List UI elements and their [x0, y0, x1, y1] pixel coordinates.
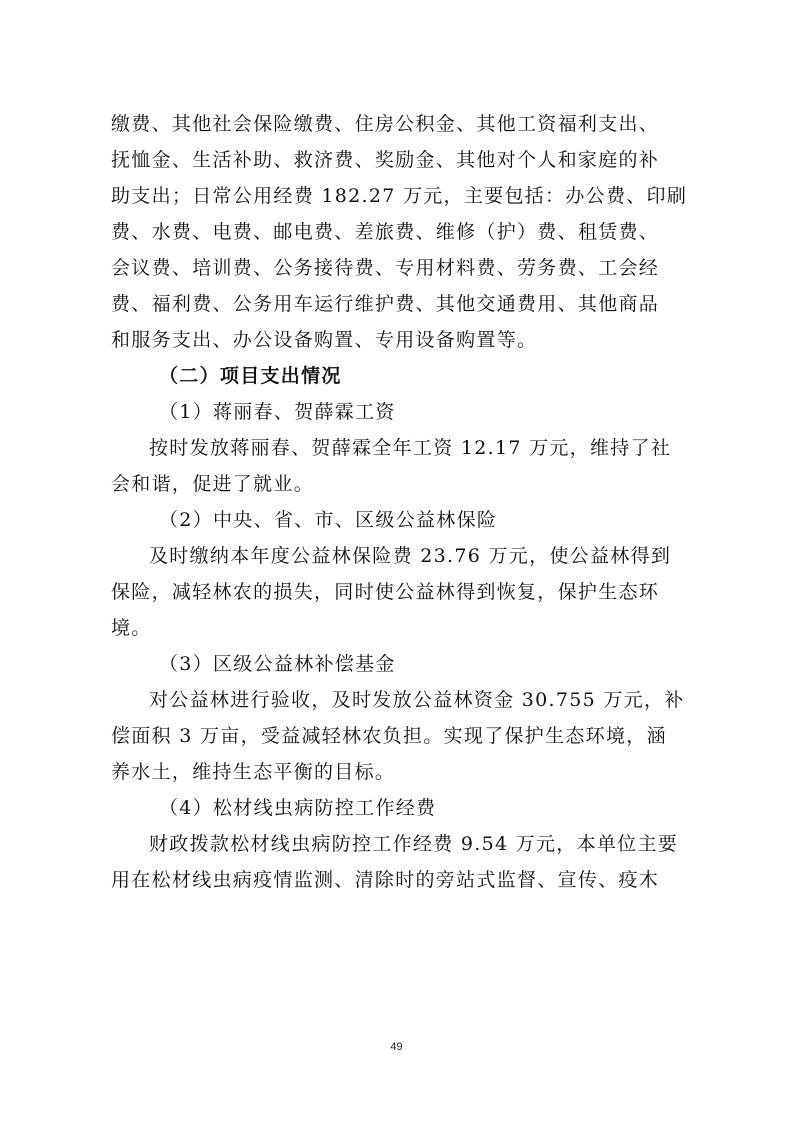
item-body-line: 境。 [111, 617, 152, 639]
section-heading: （二）项目支出情况 [159, 365, 342, 387]
text-line: 缴费、其他社会保险缴费、住房公积金、其他工资福利支出、 [111, 113, 660, 135]
text-line: 助支出；日常公用经费 182.27 万元，主要包括：办公费、印刷 [111, 185, 688, 207]
item-body-line: 及时缴纳本年度公益林保险费 23.76 万元，使公益林得到 [149, 545, 672, 567]
text-line: 抚恤金、生活补助、救济费、奖励金、其他对个人和家庭的补 [111, 149, 660, 171]
item-title: （3）区级公益林补偿基金 [159, 653, 396, 675]
text-line: 和服务支出、办公设备购置、专用设备购置等。 [111, 329, 538, 351]
text-line: 费、水费、电费、邮电费、差旅费、维修（护）费、租赁费、 [111, 221, 660, 243]
page-content [111, 106, 686, 898]
text-line: 会议费、培训费、公务接待费、专用材料费、劳务费、工会经 [111, 257, 660, 279]
item-body-line: 对公益林进行验收，及时发放公益林资金 30.755 万元，补 [149, 689, 685, 711]
item-body-line: 用在松材线虫病疫情监测、清除时的旁站式监督、宣传、疫木 [111, 869, 660, 891]
item-title: （4）松材线虫病防控工作经费 [159, 797, 437, 819]
item-body-line: 偿面积 3 万亩，受益减轻林农负担。实现了保护生态环境，涵 [111, 725, 667, 747]
item-body-line: 会和谐，促进了就业。 [111, 473, 315, 495]
item-title: （2）中央、省、市、区级公益林保险 [159, 509, 498, 531]
text-line: 费、福利费、公务用车运行维护费、其他交通费用、其他商品 [111, 293, 660, 315]
page-number: 49 [390, 1041, 403, 1053]
item-title: （1）蒋丽春、贺薛霖工资 [159, 401, 396, 423]
item-body-line: 养水土，维持生态平衡的目标。 [111, 761, 396, 783]
item-body-line: 按时发放蒋丽春、贺薛霖全年工资 12.17 万元，维持了社 [149, 437, 672, 459]
item-body-line: 财政拨款松材线虫病防控工作经费 9.54 万元，本单位主要 [149, 833, 679, 855]
item-body-line: 保险，减轻林农的损失，同时使公益林得到恢复，保护生态环 [111, 581, 660, 603]
